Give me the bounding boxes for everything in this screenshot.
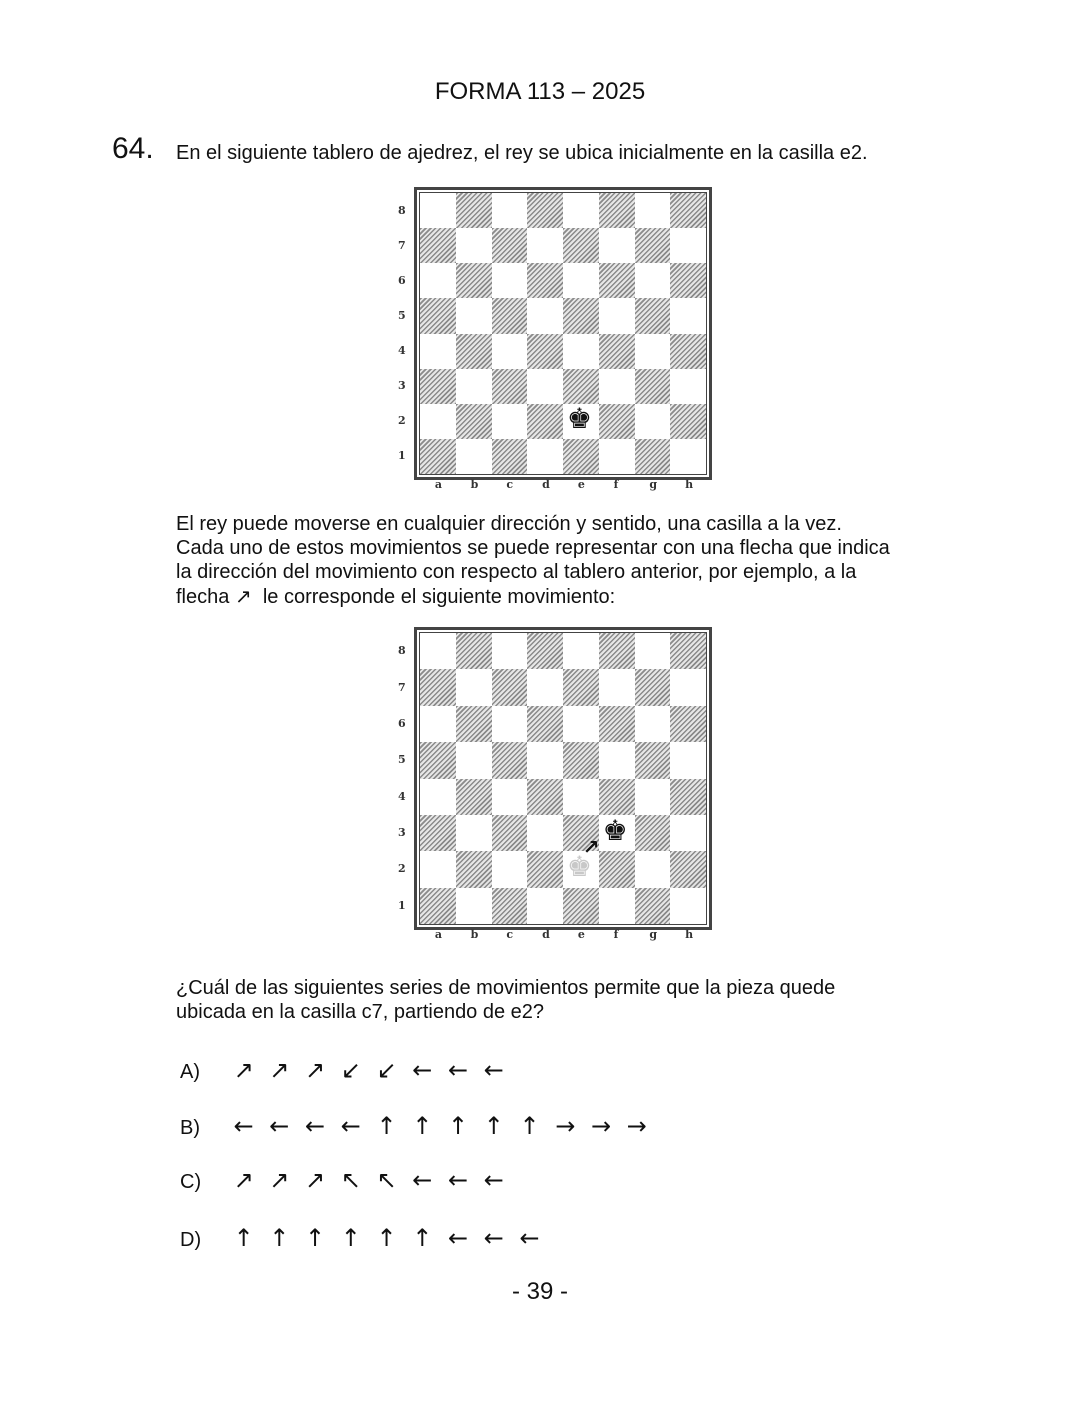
square-d5: [527, 742, 563, 778]
rank-label: 8: [398, 644, 406, 658]
square-a1: [420, 888, 456, 924]
square-e1: [563, 888, 599, 924]
square-g7: [635, 228, 671, 263]
square-f6: [599, 706, 635, 742]
square-b4: [456, 334, 492, 369]
square-d8: [527, 193, 563, 228]
square-c5: [492, 298, 528, 333]
square-e4: [563, 334, 599, 369]
square-d3: [527, 369, 563, 404]
square-h5: [670, 742, 706, 778]
file-label: g: [649, 478, 658, 491]
square-g3: [635, 369, 671, 404]
square-h1: [670, 439, 706, 474]
square-a7: [420, 228, 456, 263]
square-d1: [527, 439, 563, 474]
chessboard-initial: [390, 185, 720, 490]
square-e2: [563, 404, 599, 439]
square-h5: [670, 298, 706, 333]
square-f5: [599, 742, 635, 778]
prompt-line: ¿Cuál de las siguientes series de movimientos permite que la pieza quede: [176, 977, 836, 999]
square-b7: [456, 228, 492, 263]
board-grid: [420, 193, 706, 474]
page-number: - 39 -: [511, 1278, 568, 1305]
arrow-ne-icon: ↗: [234, 584, 252, 608]
square-h2: [670, 851, 706, 887]
square-f4: [599, 334, 635, 369]
square-b8: [456, 193, 492, 228]
rank-label: 4: [398, 344, 406, 358]
explanation-word: flecha: [176, 586, 230, 608]
option-label: A): [180, 1061, 200, 1083]
square-f8: [599, 193, 635, 228]
square-g1: [635, 888, 671, 924]
square-d5: [527, 298, 563, 333]
square-a8: [420, 193, 456, 228]
explanation-word: le corresponde el siguiente movimiento:: [262, 586, 616, 608]
square-d6: [527, 706, 563, 742]
square-c7: [492, 669, 528, 705]
square-f1: [599, 439, 635, 474]
rank-label: 7: [398, 680, 406, 694]
rank-label: 2: [398, 862, 406, 876]
square-f5: [599, 298, 635, 333]
square-b5: [456, 742, 492, 778]
rank-label: 6: [398, 716, 406, 730]
square-h1: [670, 888, 706, 924]
square-h6: [670, 263, 706, 298]
arrow-sequence: ↗ ↗ ↗ ↖ ↖ ← ← ←: [233, 1166, 508, 1194]
chessboard-example: [390, 625, 720, 945]
square-b8: [456, 633, 492, 669]
square-e5: [563, 742, 599, 778]
square-f3: [599, 815, 635, 851]
square-a5: [420, 742, 456, 778]
square-b5: [456, 298, 492, 333]
square-f2: [599, 851, 635, 887]
page-header: FORMA 113 – 2025: [434, 78, 646, 105]
square-c4: [492, 334, 528, 369]
square-f8: [599, 633, 635, 669]
square-c6: [492, 263, 528, 298]
square-h8: [670, 193, 706, 228]
arrow-sequence: ↑ ↑ ↑ ↑ ↑ ↑ ← ← ←: [233, 1224, 544, 1252]
square-h8: [670, 633, 706, 669]
square-f7: [599, 228, 635, 263]
square-c3: [492, 369, 528, 404]
square-d3: [527, 815, 563, 851]
square-g5: [635, 298, 671, 333]
square-d8: [527, 633, 563, 669]
file-label: g: [649, 928, 658, 941]
rank-label: 4: [398, 789, 406, 803]
square-a2: [420, 404, 456, 439]
square-g2: [635, 404, 671, 439]
option-d[interactable]: [180, 1224, 544, 1252]
rank-label: 1: [398, 898, 406, 912]
question-number: 64.: [112, 132, 154, 165]
option-b[interactable]: [180, 1112, 651, 1140]
square-g2: [635, 851, 671, 887]
file-label: a: [434, 478, 443, 491]
square-b2: [456, 404, 492, 439]
option-a[interactable]: [180, 1056, 508, 1084]
option-label: D): [180, 1229, 202, 1251]
square-c8: [492, 633, 528, 669]
square-e8: [563, 633, 599, 669]
square-e5: [563, 298, 599, 333]
square-a6: [420, 263, 456, 298]
square-c7: [492, 228, 528, 263]
square-g4: [635, 779, 671, 815]
square-d1: [527, 888, 563, 924]
prompt-text: [176, 976, 966, 1024]
rank-label: 7: [398, 238, 406, 252]
square-h2: [670, 404, 706, 439]
square-d2: [527, 404, 563, 439]
square-b1: [456, 439, 492, 474]
square-g6: [635, 263, 671, 298]
square-a3: [420, 369, 456, 404]
square-c8: [492, 193, 528, 228]
rank-label: 6: [398, 273, 406, 287]
square-g1: [635, 439, 671, 474]
square-f3: [599, 369, 635, 404]
square-d2: [527, 851, 563, 887]
square-e6: [563, 706, 599, 742]
square-e3: [563, 369, 599, 404]
file-label: d: [542, 478, 550, 491]
option-c[interactable]: [180, 1166, 508, 1194]
file-label: d: [542, 928, 550, 941]
square-g3: [635, 815, 671, 851]
board-grid: [420, 633, 706, 924]
square-a2: [420, 851, 456, 887]
square-e1: [563, 439, 599, 474]
square-f7: [599, 669, 635, 705]
king-icon: ♚: [566, 403, 592, 435]
square-g4: [635, 334, 671, 369]
square-c2: [492, 851, 528, 887]
rank-label: 3: [398, 379, 406, 393]
file-label: f: [613, 928, 619, 941]
arrow-ne-icon: ↗: [582, 834, 600, 859]
square-a8: [420, 633, 456, 669]
square-f1: [599, 888, 635, 924]
square-a1: [420, 439, 456, 474]
square-a4: [420, 779, 456, 815]
square-h3: [670, 369, 706, 404]
square-c1: [492, 439, 528, 474]
square-h4: [670, 334, 706, 369]
square-g5: [635, 742, 671, 778]
rank-label: 3: [398, 826, 406, 840]
square-e7: [563, 228, 599, 263]
square-b6: [456, 263, 492, 298]
square-c3: [492, 815, 528, 851]
square-d7: [527, 669, 563, 705]
file-label: e: [577, 928, 585, 941]
square-a7: [420, 669, 456, 705]
square-f4: [599, 779, 635, 815]
king-icon: ♚: [602, 815, 628, 847]
square-a4: [420, 334, 456, 369]
square-b4: [456, 779, 492, 815]
rank-label: 5: [398, 308, 406, 322]
explanation-line: Cada uno de estos movimientos se puede representar con una flecha que indica: [176, 537, 890, 559]
square-g7: [635, 669, 671, 705]
prompt-line: ubicada en la casilla c7, partiendo de e2?: [176, 1001, 545, 1023]
option-label: B): [180, 1117, 200, 1139]
square-d4: [527, 334, 563, 369]
square-f6: [599, 263, 635, 298]
square-f2: [599, 404, 635, 439]
rank-label: 5: [398, 753, 406, 767]
rank-label: 8: [398, 203, 406, 217]
square-c4: [492, 779, 528, 815]
square-h3: [670, 815, 706, 851]
square-g6: [635, 706, 671, 742]
file-label: h: [685, 478, 694, 491]
square-c1: [492, 888, 528, 924]
file-label: b: [470, 928, 479, 941]
square-e8: [563, 193, 599, 228]
file-label: h: [685, 928, 694, 941]
square-a5: [420, 298, 456, 333]
file-label: e: [577, 478, 585, 491]
file-label: f: [613, 478, 619, 491]
explanation-line: El rey puede moverse en cualquier dirección y sentido, una casilla a la vez.: [176, 513, 842, 535]
square-b1: [456, 888, 492, 924]
arrow-sequence: ← ← ← ← ↑ ↑ ↑ ↑ ↑ → → →: [233, 1112, 651, 1140]
square-d4: [527, 779, 563, 815]
square-g8: [635, 633, 671, 669]
rank-label: 1: [398, 449, 406, 463]
file-label: c: [506, 478, 514, 491]
file-label: b: [470, 478, 479, 491]
file-label: c: [506, 928, 514, 941]
explanation-text: [176, 512, 966, 609]
square-h7: [670, 228, 706, 263]
square-c2: [492, 404, 528, 439]
square-a3: [420, 815, 456, 851]
square-h4: [670, 779, 706, 815]
square-d7: [527, 228, 563, 263]
square-c5: [492, 742, 528, 778]
arrow-sequence: ↗ ↗ ↗ ↙ ↙ ← ← ←: [233, 1056, 508, 1084]
square-e6: [563, 263, 599, 298]
square-h6: [670, 706, 706, 742]
square-e7: [563, 669, 599, 705]
square-g8: [635, 193, 671, 228]
square-b3: [456, 369, 492, 404]
square-b3: [456, 815, 492, 851]
king-icon: ♚: [566, 851, 592, 883]
question-intro: En el siguiente tablero de ajedrez, el rey se ubica inicialmente en la casilla e2.: [176, 142, 868, 164]
square-d6: [527, 263, 563, 298]
file-label: a: [434, 928, 443, 941]
square-h7: [670, 669, 706, 705]
square-b2: [456, 851, 492, 887]
square-b7: [456, 669, 492, 705]
square-c6: [492, 706, 528, 742]
square-a6: [420, 706, 456, 742]
square-e4: [563, 779, 599, 815]
square-b6: [456, 706, 492, 742]
explanation-line: [176, 584, 966, 609]
option-label: C): [180, 1171, 202, 1193]
explanation-line: la dirección del movimiento con respecto al tablero anterior, por ejemplo, a la: [176, 561, 857, 583]
rank-label: 2: [398, 414, 406, 428]
